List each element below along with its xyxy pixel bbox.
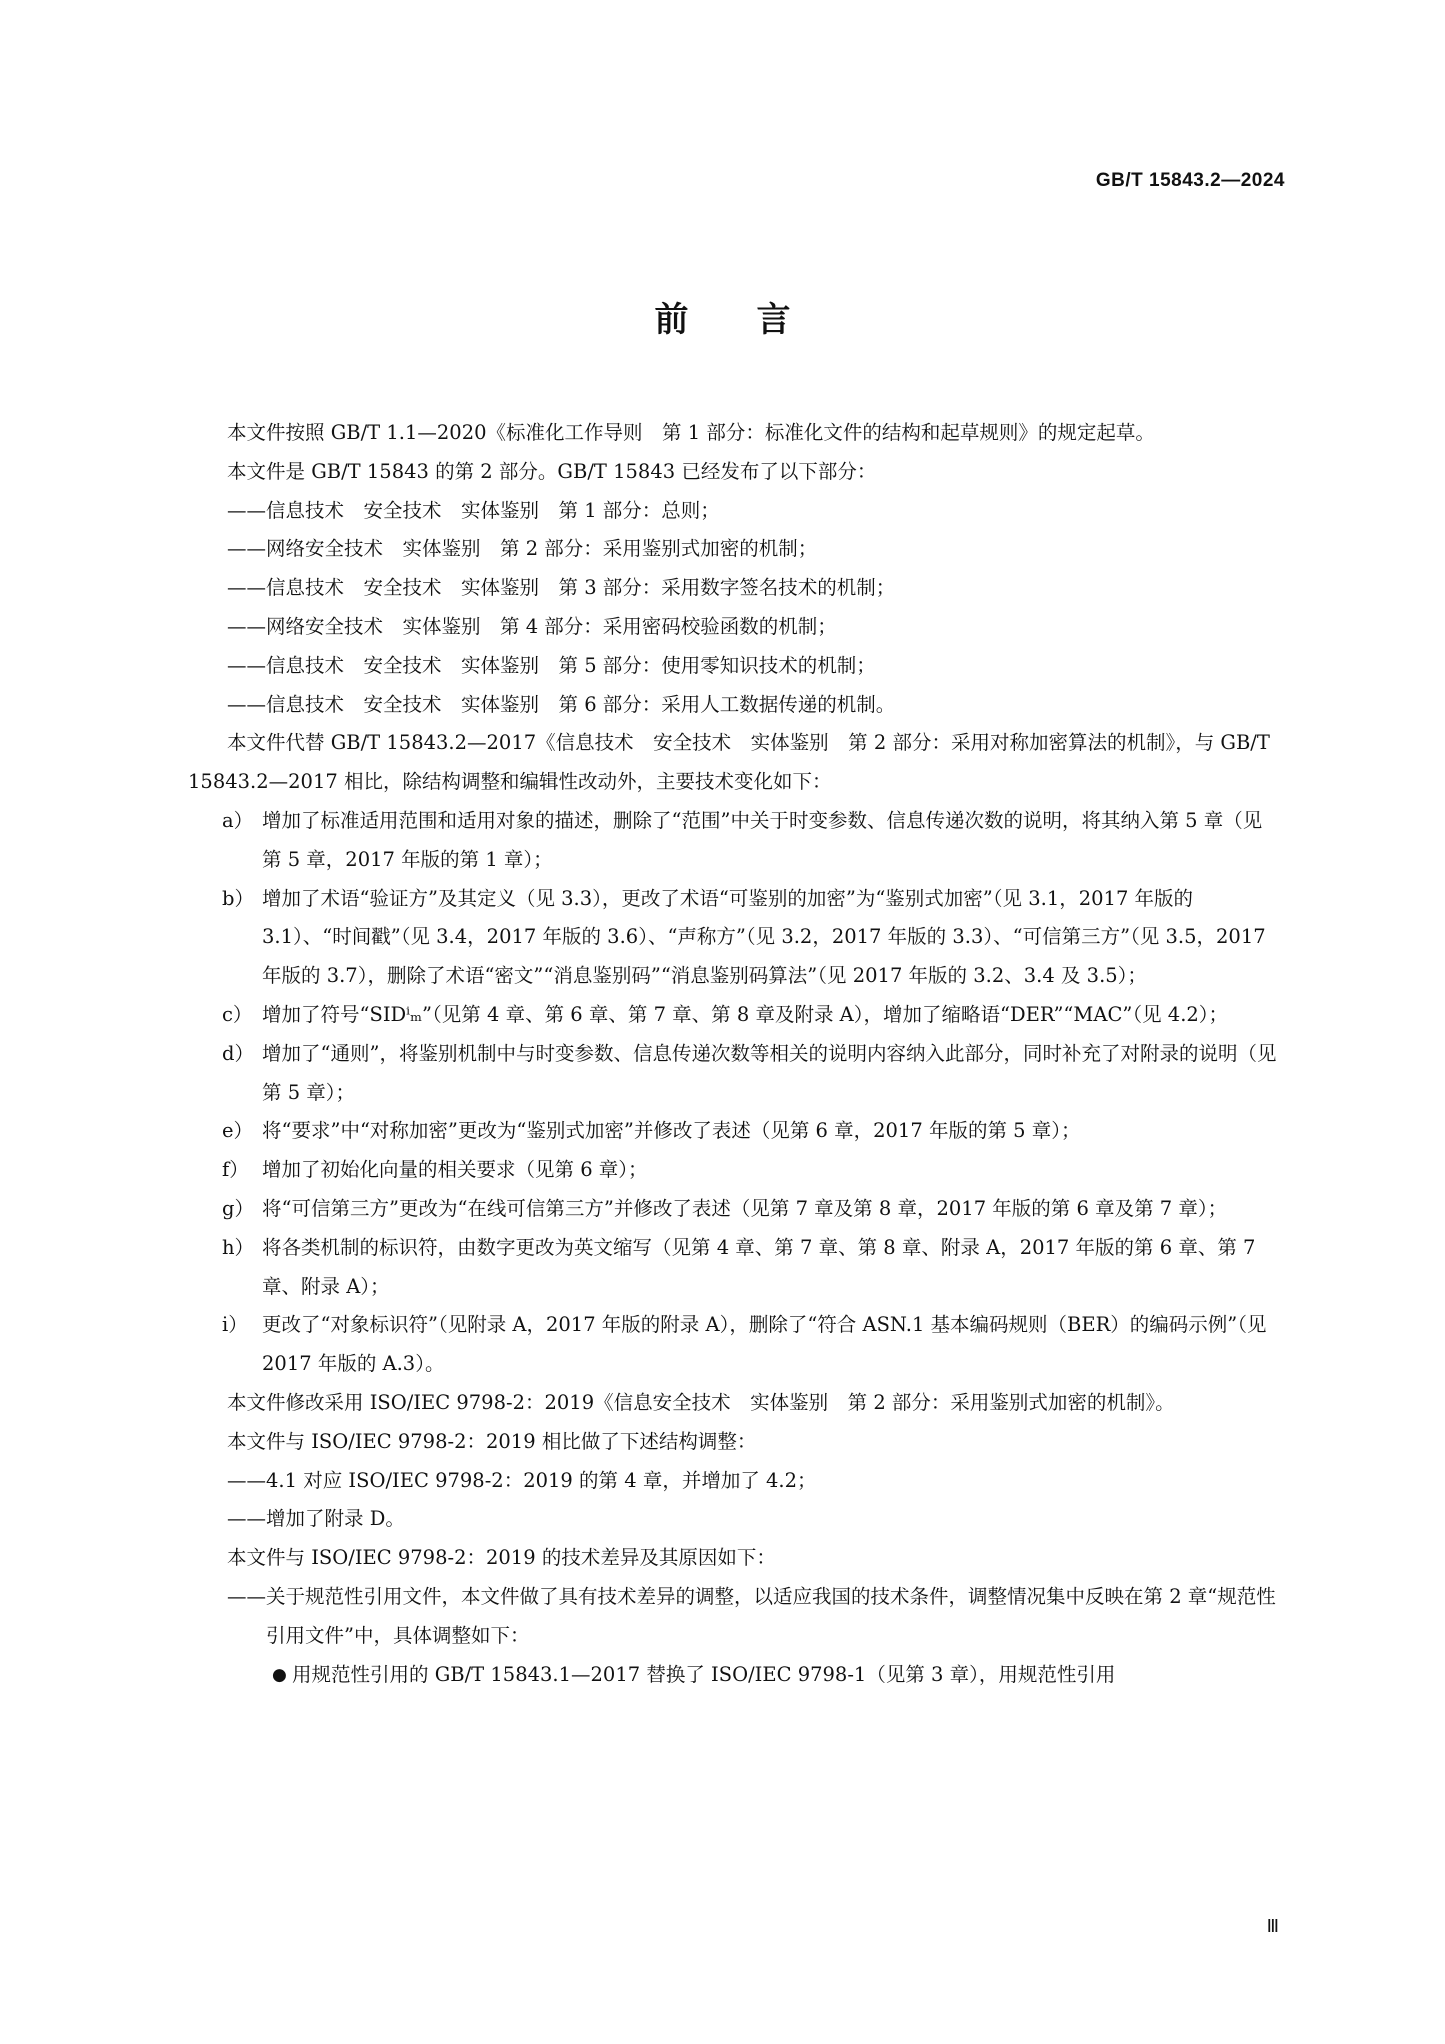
list-marker: b）	[222, 886, 254, 910]
replace-paragraph: 本文件代替 GB/T 15843.2—2017《信息技术 安全技术 实体鉴别 第 2 部分：采用对称加密算法的机制》，与 GB/T 15843.2—2017 相比，除结构调整和编辑性改动外，主要技术变化如下：	[188, 731, 1270, 794]
structure-list-item: ——4.1 对应 ISO/IEC 9798-2：2019 的第 4 章，并增加了 4.2；	[227, 1468, 817, 1492]
bullet-icon: ●	[272, 1664, 287, 1685]
change-text: 增加了标准适用范围和适用对象的描述，删除了“范围”中关于时变参数、信息传递次数的说明，将其纳入第 5 章（见第 5 章，2017 年版的第 1 章）；	[262, 808, 1263, 871]
difference-paragraph: 本文件与 ISO/IEC 9798-2：2019 的技术差异及其原因如下：	[227, 1546, 776, 1570]
part-list-item: ——网络安全技术 实体鉴别 第 4 部分：采用密码校验函数的机制；	[227, 614, 837, 638]
change-text: 将各类机制的标识符，由数字更改为英文缩写（见第 4 章、第 7 章、第 8 章、附录 A，2017 年版的第 6 章、第 7 章、附录 A）；	[262, 1235, 1256, 1298]
document-code-header: GB/T 15843.2—2024	[1095, 170, 1285, 191]
change-text: 更改了“对象标识符”（见附录 A，2017 年版的附录 A），删除了“符合 ASN.1 基本编码规则（BER）的编码示例”（见 2017 年版的 A.3）。	[262, 1313, 1267, 1376]
change-text: 增加了“通则”，将鉴别机制中与时变参数、信息传递次数等相关的说明内容纳入此部分，同时补充了对附录的说明（见第 5 章）；	[262, 1041, 1277, 1104]
list-marker: g）	[222, 1196, 254, 1220]
iso-adoption-paragraph: 本文件修改采用 ISO/IEC 9798-2：2019《信息安全技术 实体鉴别 第 2 部分：采用鉴别式加密的机制》。	[227, 1390, 1175, 1414]
part-list-item: ——信息技术 安全技术 实体鉴别 第 6 部分：采用人工数据传递的机制。	[227, 692, 896, 716]
list-marker: f）	[222, 1158, 249, 1182]
intro-paragraph-2: 本文件是 GB/T 15843 的第 2 部分。GB/T 15843 已经发布了以下部分：	[227, 459, 877, 483]
change-text: 增加了符号“SIDⁱₘ”（见第 4 章、第 6 章、第 7 章、第 8 章及附录 A），增加了缩略语“DER”“MAC”（见 4.2）；	[262, 1002, 1229, 1026]
page-number: Ⅲ	[1266, 1916, 1279, 1936]
change-text: 增加了初始化向量的相关要求（见第 6 章）；	[262, 1158, 648, 1182]
change-item-f	[188, 1151, 1278, 1190]
list-marker: e）	[222, 1119, 254, 1143]
part-list-item: ——网络安全技术 实体鉴别 第 2 部分：采用鉴别式加密的机制；	[227, 537, 818, 561]
change-item-h	[188, 1229, 1278, 1307]
bullet-text: 用规范性引用的 GB/T 15843.1—2017 替换了 ISO/IEC 9798-1（见第 3 章），用规范性引用	[292, 1662, 1116, 1686]
change-item-c	[188, 996, 1278, 1035]
change-text: 将“要求”中“对称加密”更改为“鉴别式加密”并修改了表述（见第 6 章，2017 年版的第 5 章）；	[262, 1119, 1081, 1143]
list-marker: i）	[222, 1313, 248, 1337]
change-item-a	[188, 802, 1278, 880]
list-marker: h）	[222, 1235, 255, 1259]
part-list-item: ——信息技术 安全技术 实体鉴别 第 1 部分：总则；	[227, 498, 720, 522]
change-text: 将“可信第三方”更改为“在线可信第三方”并修改了表述（见第 7 章及第 8 章，2017 年版的第 6 章及第 7 章）；	[262, 1196, 1228, 1220]
document-body	[188, 414, 1278, 1694]
change-item-g	[188, 1190, 1278, 1229]
change-item-b	[188, 880, 1278, 996]
list-marker: a）	[222, 808, 254, 832]
change-item-e	[188, 1112, 1278, 1151]
part-list-item: ——信息技术 安全技术 实体鉴别 第 5 部分：使用零知识技术的机制；	[227, 653, 876, 677]
page-title: 前 言	[654, 300, 791, 340]
change-item-i	[188, 1306, 1278, 1384]
part-list-item: ——信息技术 安全技术 实体鉴别 第 3 部分：采用数字签名技术的机制；	[227, 576, 896, 600]
intro-paragraph-1: 本文件按照 GB/T 1.1—2020《标准化工作导则 第 1 部分：标准化文件的结构和起草规则》的规定起草。	[227, 421, 1155, 444]
list-marker: c）	[222, 1002, 253, 1026]
structure-paragraph: 本文件与 ISO/IEC 9798-2：2019 相比做了下述结构调整：	[227, 1429, 757, 1453]
bullet-item	[188, 1656, 1278, 1695]
change-item-d	[188, 1035, 1278, 1113]
change-text: 增加了术语“验证方”及其定义（见 3.3），更改了术语“可鉴别的加密”为“鉴别式加密”（见 3.1，2017 年版的 3.1）、“时间戳”（见 3.4，2017 年版的 3.6）、“声称方”（见 3.2，2017 年版的 3.3）、“可信第三方”（见 3.5，2017 年版的 3.7），删除了术语“密文”“消息鉴别码”“消息鉴别码算法”（见 2017 年版的 3.2、3.4 及 3.5）；	[262, 886, 1266, 988]
difference-list-item: ——关于规范性引用文件，本文件做了具有技术差异的调整，以适应我国的技术条件，调整情况集中反映在第 2 章“规范性引用文件”中，具体调整如下：	[227, 1584, 1276, 1647]
structure-list-item: ——增加了附录 D。	[227, 1507, 405, 1531]
list-marker: d）	[222, 1041, 254, 1065]
